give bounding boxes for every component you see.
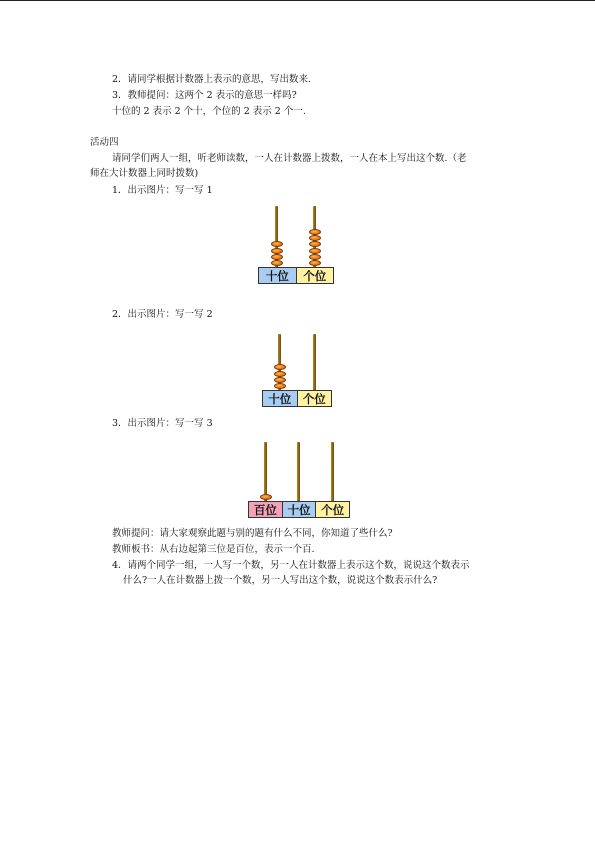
bead: [309, 248, 321, 254]
ones-label: 个位: [298, 391, 332, 406]
item-2-text: 2．出示图片：写一写 2: [112, 309, 213, 320]
abacus-2: [262, 334, 332, 407]
bead: [274, 364, 286, 370]
bead: [260, 494, 272, 500]
answer-text: 十位的 2 表示 2 个十，个位的 2 表示 2 个一.: [112, 106, 306, 117]
rod-hundreds: [264, 442, 267, 502]
tens-label: 十位: [263, 391, 298, 406]
bead: [309, 229, 321, 235]
abacus-base: [262, 390, 332, 407]
rod-tens: [297, 442, 300, 502]
item-1-text: 1．出示图片：写一写 1: [112, 185, 213, 196]
bead: [309, 235, 321, 241]
bead: [309, 241, 321, 247]
bead: [271, 260, 283, 266]
bead: [271, 254, 283, 260]
ones-label: 个位: [316, 502, 349, 517]
activity-heading: 活动四: [90, 137, 119, 148]
abacus-1: [258, 206, 334, 284]
ones-label: 个位: [297, 268, 334, 283]
bead: [274, 383, 286, 389]
tens-label: 十位: [283, 502, 317, 517]
teacher-board-note: 教师板书：从右边起第三位是百位，表示一个百.: [112, 544, 315, 555]
step-4-line-1: 4．请两个同学一组，一人写一个数，另一人在计数器上表示这个数，说说这个数表示: [112, 560, 470, 571]
activity-paragraph-line-2: 师在大计数器上同时拨数): [90, 168, 199, 179]
bead: [271, 241, 283, 247]
hundreds-label: 百位: [249, 502, 283, 517]
step-2-text: 2．请同学根据计数器上表示的意思，写出数来.: [112, 74, 312, 85]
bead: [271, 248, 283, 254]
tens-label: 十位: [259, 268, 297, 283]
bead: [309, 260, 321, 266]
activity-paragraph-line-1: 请同学们两人一组，听老师读数，一人在计数器上拨数，一人在本上写出这个数.（老: [112, 153, 467, 164]
rod-ones: [331, 442, 334, 502]
bead: [274, 371, 286, 377]
bead: [309, 254, 321, 260]
rod-ones: [313, 334, 316, 391]
abacus-base: [248, 501, 350, 518]
abacus-base: [258, 267, 334, 284]
teacher-question: 教师提问：请大家观察此题与别的题有什么不同，你知道了些什么?: [112, 528, 393, 539]
step-3-text: 3．教师提问：这两个 2 表示的意思一样吗?: [112, 90, 297, 101]
bead: [274, 377, 286, 383]
top-rule: [0, 0, 595, 1]
abacus-3: [248, 442, 350, 518]
item-3-text: 3．出示图片：写一写 3: [112, 418, 213, 429]
step-4-line-2: 什么?一人在计数器上拨一个数，另一人写出这个数，说说这个数表示什么?: [123, 575, 438, 586]
